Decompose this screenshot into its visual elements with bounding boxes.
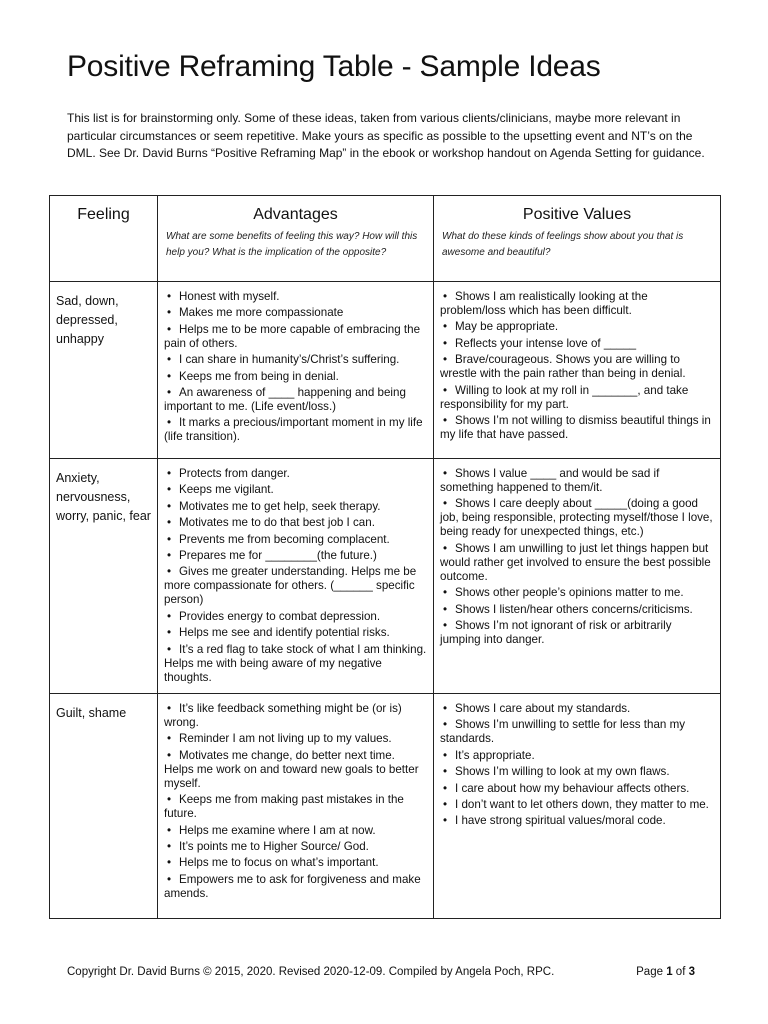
header-values-note: What do these kinds of feelings show about you that is awesome and beautiful? (442, 231, 684, 258)
header-advantages-label: Advantages (253, 206, 338, 223)
header-values-label: Positive Values (522, 206, 632, 223)
list-item: • Empowers me to ask for forgiveness and make amends. (164, 873, 427, 901)
advantages-list (164, 467, 427, 685)
list-item: • It’s points me to Higher Source/ God. (164, 840, 427, 854)
list-item: • Helps me examine where I am at now. (164, 824, 427, 838)
list-item: • I can share in humanity’s/Christ’s suffering. (164, 353, 427, 367)
table-row (50, 694, 721, 919)
list-item: • Shows I listen/hear others concerns/criticisms. (440, 603, 714, 617)
advantages-cell (158, 694, 434, 919)
list-item: • It’s like feedback something might be (or is) wrong. (164, 702, 427, 730)
page-current: 1 (666, 966, 673, 978)
list-item: • Shows I care deeply about _____(doing a good job, being responsible, protecting myself/those I love, being ready for unexpected things, etc.) (440, 497, 714, 539)
values-list (440, 467, 714, 647)
list-item: • Makes me more compassionate (164, 306, 427, 320)
header-values (434, 196, 721, 282)
page-total: 3 (688, 966, 695, 978)
list-item: • Motivates me to do that best job I can. (164, 516, 427, 530)
table-header-row (50, 196, 721, 282)
list-item: • Motivates me to get help, seek therapy. (164, 500, 427, 514)
list-item: • Honest with myself. (164, 290, 427, 304)
page-number (636, 966, 695, 978)
list-item: • Brave/courageous. Shows you are willing to wrestle with the pain rather than being in denial. (440, 353, 714, 381)
feeling-cell: Guilt, shame (50, 694, 158, 919)
list-item: • May be appropriate. (440, 320, 714, 334)
list-item: • I care about how my behaviour affects others. (440, 782, 714, 796)
list-item: • Motivates me change, do better next time. Helps me work on and toward new goals to better myself. (164, 749, 427, 791)
values-cell (434, 282, 721, 459)
list-item: • An awareness of ____ happening and being important to me. (Life event/loss.) (164, 386, 427, 414)
list-item: • Helps me see and identify potential risks. (164, 626, 427, 640)
feeling-cell: Sad, down, depressed, unhappy (50, 282, 158, 459)
values-list (440, 702, 714, 828)
list-item: • Keeps me vigilant. (164, 483, 427, 497)
list-item: • Prevents me from becoming complacent. (164, 533, 427, 547)
list-item: • Provides energy to combat depression. (164, 610, 427, 624)
reframing-table (49, 195, 721, 919)
values-list (440, 290, 714, 442)
values-cell (434, 459, 721, 694)
list-item: • Shows I care about my standards. (440, 702, 714, 716)
list-item: • Shows I’m not willing to dismiss beautiful things in my life that have passed. (440, 414, 714, 442)
header-feeling (50, 196, 158, 282)
list-item: • Gives me greater understanding. Helps me be more compassionate for others. (______ specific person) (164, 565, 427, 607)
list-item: • It’s a red flag to take stock of what I am thinking. Helps me with being aware of my negative thoughts. (164, 643, 427, 685)
page-of: of (675, 966, 686, 978)
copyright-text: Copyright Dr. David Burns © 2015, 2020. Revised 2020-12-09. Compiled by Angela Poch, RPC. (67, 966, 555, 978)
header-feeling-label: Feeling (77, 206, 130, 223)
page-title: Positive Reframing Table - Sample Ideas (67, 50, 601, 83)
advantages-cell (158, 282, 434, 459)
table-row (50, 459, 721, 694)
list-item: • I have strong spiritual values/moral code. (440, 814, 714, 828)
advantages-list (164, 702, 427, 901)
list-item: • Willing to look at my roll in _______, and take responsibility for my part. (440, 384, 714, 412)
list-item: • Prepares me for ________(the future.) (164, 549, 427, 563)
list-item: • Reminder I am not living up to my values. (164, 732, 427, 746)
list-item: • Shows I value ____ and would be sad if something happened to them/it. (440, 467, 714, 495)
list-item: • Shows I am realistically looking at the problem/loss which has been difficult. (440, 290, 714, 318)
list-item: • Shows I’m not ignorant of risk or arbitrarily jumping into danger. (440, 619, 714, 647)
list-item: • Shows I’m unwilling to settle for less than my standards. (440, 718, 714, 746)
list-item: • Shows I am unwilling to just let things happen but would rather get involved to ensure the best possible outcome. (440, 542, 714, 584)
values-cell (434, 694, 721, 919)
list-item: • It marks a precious/important moment in my life (life transition). (164, 416, 427, 444)
advantages-list (164, 290, 427, 444)
advantages-cell (158, 459, 434, 694)
feeling-cell: Anxiety, nervousness, worry, panic, fear (50, 459, 158, 694)
header-advantages-note: What are some benefits of feeling this way? How will this help you? What is the implication of the opposite? (166, 231, 418, 258)
header-advantages (158, 196, 434, 282)
list-item: • Shows I’m willing to look at my own flaws. (440, 765, 714, 779)
list-item: • Keeps me from making past mistakes in the future. (164, 793, 427, 821)
list-item: • Keeps me from being in denial. (164, 370, 427, 384)
list-item: • I don’t want to let others down, they matter to me. (440, 798, 714, 812)
list-item: • Shows other people’s opinions matter to me. (440, 586, 714, 600)
page-label: Page (636, 966, 663, 978)
list-item: • Helps me to focus on what’s important. (164, 856, 427, 870)
intro-paragraph: This list is for brainstorming only. Some of these ideas, taken from various clients/clinicians, maybe more relevant in particular circumstances or seem repetitive. Make yours as specific as possible to the upsetting event and NT’s on the DML. See Dr. David Burns “Positive Reframing Map” in the ebook or workshop handout on Agenda Setting for guidance. (67, 111, 705, 161)
list-item: • Reflects your intense love of _____ (440, 337, 714, 351)
list-item: • Protects from danger. (164, 467, 427, 481)
table-row (50, 282, 721, 459)
list-item: • It’s appropriate. (440, 749, 714, 763)
list-item: • Helps me to be more capable of embracing the pain of others. (164, 323, 427, 351)
